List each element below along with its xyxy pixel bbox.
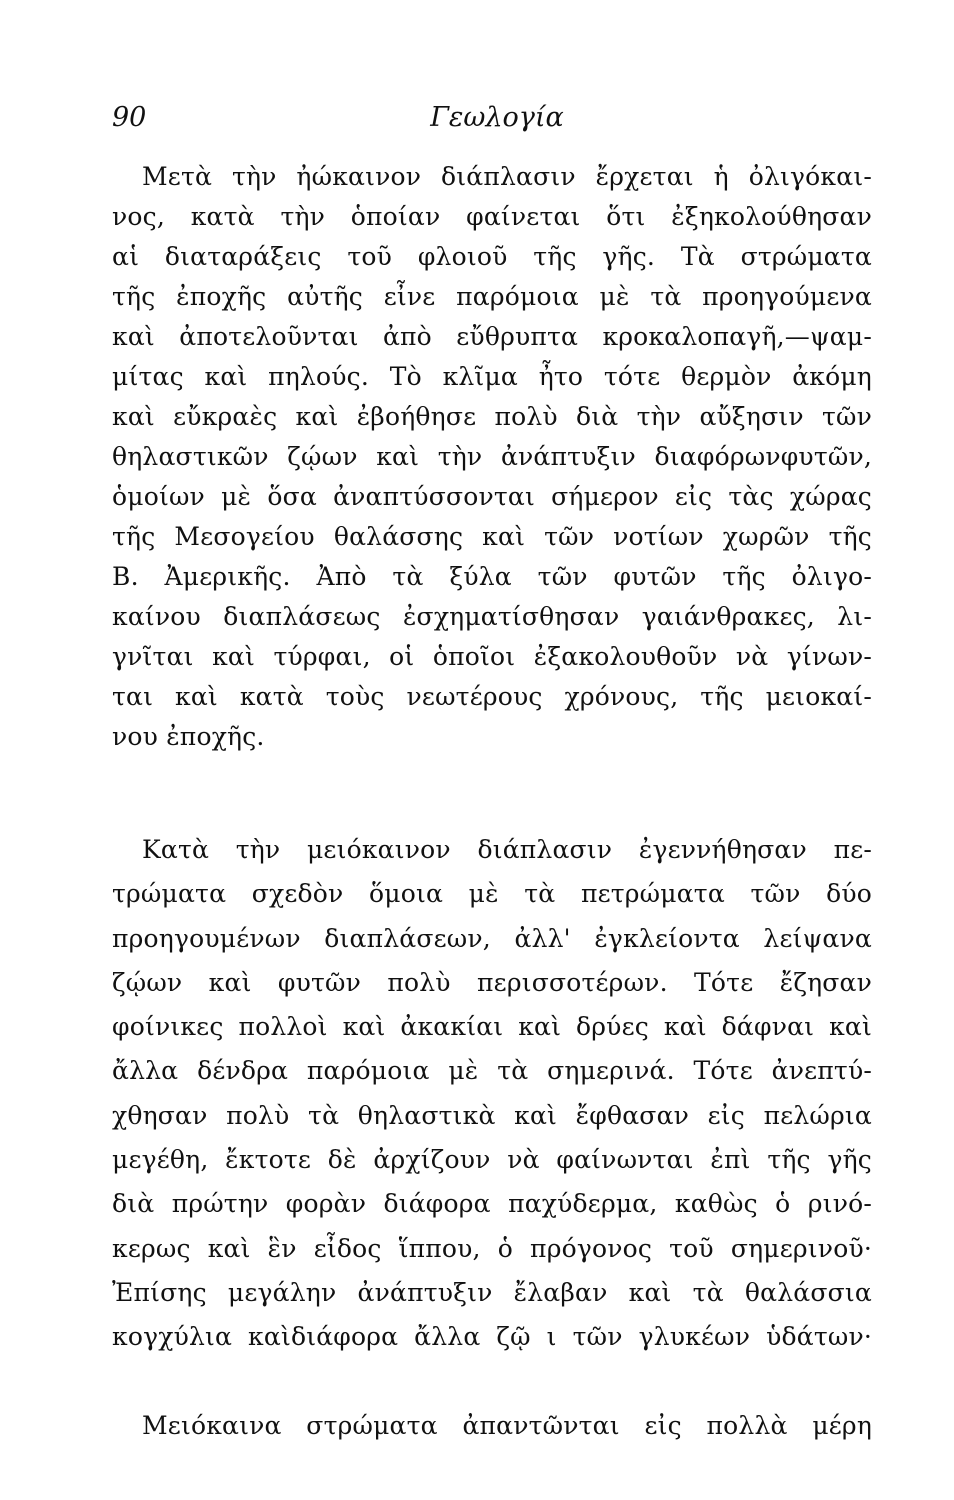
text-line: τρώματα σχεδὸν ὅμοια μὲ τὰ πετρώματα τῶν δύο [112, 879, 872, 909]
text-line: προηγουμένων διαπλάσεων, ἀλλ' ἐγκλείοντα λείψανα [112, 923, 872, 953]
text-line: καὶ εὔκραὲς καὶ ἐβοήθησε πολὺ διὰ τὴν αὔξησιν τῶν [112, 402, 872, 431]
paragraph-1 [112, 157, 872, 757]
text-line: Μετὰ τὴν ἠώκαινον διάπλασιν ἔρχεται ἡ ὀλιγόκαι- [142, 162, 872, 191]
paragraph-2 [112, 828, 872, 1360]
text-line: τῆς ἐποχῆς αὐτῆς εἶνε παρόμοια μὲ τὰ προηγούμενα [112, 282, 872, 311]
text-line: Κατὰ τὴν μειόκαινον διάπλασιν ἐγεννήθησαν πε- [142, 835, 872, 864]
text-line: ὁμοίων μὲ ὅσα ἀναπτύσσονται σήμερον εἰς τὰς χώρας [112, 482, 872, 511]
text-line: θηλαστικῶν ζῴων καὶ τὴν ἀνάπτυξιν διαφόρωνφυτῶν, [112, 442, 872, 471]
text-line: ἄλλα δένδρα παρόμοια μὲ τὰ σημερινά. Τότε ἀνεπτύ- [112, 1056, 872, 1086]
text-line: κερως καὶ ἓν εἶδος ἵππου, ὁ πρόγονος τοῦ σημερινοῦ· [112, 1233, 872, 1263]
text-line: καίνου διαπλάσεως ἐσχηματίσθησαν γαιάνθρακες, λι- [112, 602, 872, 631]
text-line: αἱ διαταράξεις τοῦ φλοιοῦ τῆς γῆς. Τὰ στρώματα [112, 242, 872, 271]
text-line: φοίνικες πολλοὶ καὶ ἀκακίαι καὶ δρύες καὶ δάφναι καὶ [112, 1012, 872, 1042]
text-line: νου ἐποχῆς. [112, 722, 265, 751]
text-line: Ἐπίσης μεγάλην ἀνάπτυξιν ἔλαβαν καὶ τὰ θαλάσσια [112, 1277, 872, 1307]
text-line: τῆς Μεσογείου θαλάσσης καὶ τῶν νοτίων χωρῶν τῆς [112, 522, 872, 551]
text-line: κογχύλια καὶδιάφορα ἄλλα ζῷ ι τῶν γλυκέων ὑδάτων· [112, 1322, 872, 1352]
text-line: Β. Ἀμερικῆς. Ἀπὸ τὰ ξύλα τῶν φυτῶν τῆς ὀλιγο- [112, 562, 872, 591]
text-line: καὶ ἀποτελοῦνται ἀπὸ εὔθρυπτα κροκαλοπαγῆ,—ψαμ- [112, 322, 872, 351]
text-line: χθησαν πολὺ τὰ θηλαστικὰ καὶ ἔφθασαν εἰς πελώρια [112, 1100, 872, 1130]
text-line: ται καὶ κατὰ τοὺς νεωτέρους χρόνους, τῆς μειοκαί- [112, 682, 872, 711]
text-line: Μειόκαινα στρώματα ἀπαντῶνται εἰς πολλὰ μέρη [142, 1411, 872, 1440]
page-number: 90 [112, 102, 147, 133]
text-line: μεγέθη, ἔκτοτε δὲ ἀρχίζουν νὰ φαίνωνται ἐπὶ τῆς γῆς [112, 1145, 872, 1175]
text-line: γνῖται καὶ τύρφαι, οἱ ὁποῖοι ἐξακολουθοῦν νὰ γίνων- [112, 642, 872, 671]
text-line: διὰ πρώτην φορὰν διάφορα παχύδερμα, καθὼς ὁ ρινό- [112, 1189, 872, 1219]
text-line: ζῴων καὶ φυτῶν πολὺ περισσοτέρων. Τότε ἔζησαν [112, 967, 872, 997]
text-line: μίτας καὶ πηλούς. Τὸ κλῖμα ἦτο τότε θερμὸν ἀκόμη [112, 362, 872, 391]
text-line: νος, κατὰ τὴν ὁποίαν φαίνεται ὅτι ἐξηκολούθησαν [112, 202, 872, 231]
running-head-title: Γεωλογία [430, 102, 564, 133]
paragraph-3 [112, 1404, 872, 1448]
